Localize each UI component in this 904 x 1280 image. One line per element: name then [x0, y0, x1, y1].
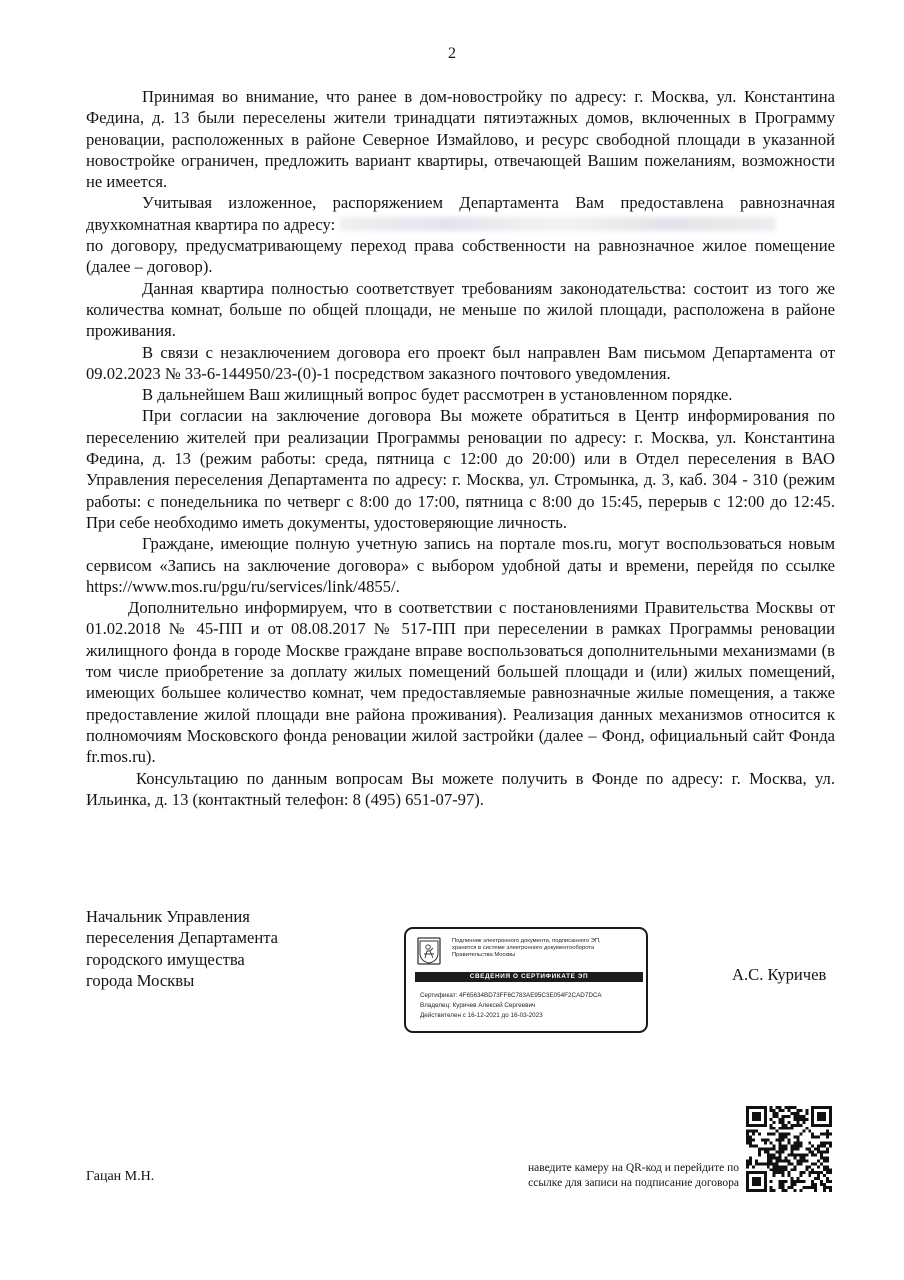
paragraph-3: Данная квартира полностью соответствует требованиям законодательства: состоит из того же количества комнат, больше по общей площади, не меньше по жилой площади, расположена в районе проживания. — [86, 278, 835, 341]
letter-body — [86, 86, 835, 810]
paragraph-2 — [86, 192, 835, 213]
signer-title-line: Начальник Управления — [86, 907, 250, 926]
qr-code-icon[interactable] — [746, 1106, 832, 1192]
paragraph-1: Принимая во внимание, что ранее в дом-новостройку по адресу: г. Москва, ул. Константина Федина, д. 13 были переселены жители тринадцати пятиэтажных домов, включенных в Программу реновации, расположенных в районе Северное Измайлово, и ресурс свободной площади в указанной новостройке ограничен, предложить вариант квартиры, отвечающей Вашим пожеланиям, возможности не имеется. — [86, 87, 835, 192]
qr-caption-line: ссылке для записи на подписание договора — [528, 1177, 739, 1189]
paragraph-6: При согласии на заключение договора Вы можете обратиться в Центр информирования по переселению жителей при реализации Программы реновации по адресу: г. Москва, ул. Константина Федина, д. 13 (режим работы: среда, пятница с 12:00 до 20:00) или в Отдел переселения в ВАО Управления переселения Департамента по адресу: г. Москва, ул. Стромынка, д. 3, каб. 304 - 310 (режим работы: с понедельника по четверг с 8:00 до 17:00, пятница с 8:00 до 15:45, перерыв с 12:00 до 12:45. При себе необходимо иметь документы, удостоверяющие личность. — [86, 406, 835, 532]
paragraph-7: Граждане, имеющие полную учетную запись на портале mos.ru, могут воспользоваться новым сервисом «Запись на заключение договора» с выбором удобной даты и времени, перейдя по ссылке https://www.mos.ru/pgu/ru/services/link/4855/. — [86, 534, 835, 596]
stamp-owner: Владелец: Куричев Алексей Сергеевич — [420, 1002, 536, 1010]
moscow-coat-of-arms-icon — [417, 937, 441, 965]
signer-title-line: города Москвы — [86, 970, 195, 990]
signer-title-line: переселения Департамента — [86, 928, 279, 948]
paragraph-2-line-2: двухкомнатная квартира по адресу: — [86, 214, 336, 234]
signer-name: А.С. Куричев — [732, 965, 827, 984]
qr-caption-line: наведите камеру на QR-код и перейдите по — [527, 1162, 739, 1174]
redacted-address — [339, 217, 776, 231]
signer-title-line: городского имущества — [86, 949, 245, 969]
page-number: 2 — [448, 45, 456, 62]
stamp-details — [420, 991, 648, 1022]
stamp-validity: Действителен с 16-12-2021 до 16-03-2023 — [420, 1012, 543, 1020]
qr-caption — [503, 1161, 739, 1191]
stamp-certificate: Сертификат: 4F65634BD73FF6C783AE95C3E054F2CAD7DCA — [420, 992, 602, 999]
paragraph-2-line-1: Учитывая изложенное, распоряжением Департамента Вам предоставлена равнозначная — [142, 193, 835, 213]
stamp-header — [452, 938, 648, 960]
signer-title — [86, 906, 346, 991]
electronic-signature-stamp — [404, 927, 648, 1033]
stamp-header-line: Подлинник электронного документа, подписанного ЭП, — [452, 938, 601, 944]
paragraph-2-address-line — [86, 214, 835, 235]
paragraph-2-rest: по договору, предусматривающему переход права собственности на равнозначное жилое помещение (далее – договор). — [86, 236, 835, 277]
stamp-certificate-bar: СВЕДЕНИЯ О СЕРТИФИКАТЕ ЭП — [415, 972, 643, 982]
paragraph-8: Дополнительно информируем, что в соответствии с постановлениями Правительства Москвы от 01.02.2018 № 45-ПП и от 08.08.2017 № 517-ПП при переселении в рамках Программы реновации жилищного фонда в городе Москве граждане вправе воспользоваться дополнительными механизмами (в том числе приобретение за доплату жилых помещений большей площади и (или) жилых помещений, имеющих большее количество комнат, чем предоставляемые равнозначные жилые помещения, а также предоставление жилой площади вне района проживания). Реализация данных механизмов относится к полномочиям Московского фонда реновации жилой застройки (далее – Фонд, официальный сайт Фонда fr.mos.ru). — [86, 598, 835, 767]
paragraph-9: Консультацию по данным вопросам Вы можете получить в Фонде по адресу: г. Москва, ул. Ильинка, д. 13 (контактный телефон: 8 (495) 651-07-97). — [86, 768, 835, 809]
paragraph-5: В дальнейшем Ваш жилищный вопрос будет рассмотрен в установленном порядке. — [142, 385, 733, 405]
stamp-header-line: хранится в системе электронного документооборота — [452, 945, 595, 952]
paragraph-4: В связи с незаключением договора его проект был направлен Вам письмом Департамента от 09.02.2023 № 33-6-144950/23-(0)-1 посредством заказного почтового уведомления. — [86, 342, 835, 383]
executor-name: Гацан М.Н. — [86, 1169, 155, 1184]
stamp-header-line: Правительства Москвы — [452, 952, 516, 959]
